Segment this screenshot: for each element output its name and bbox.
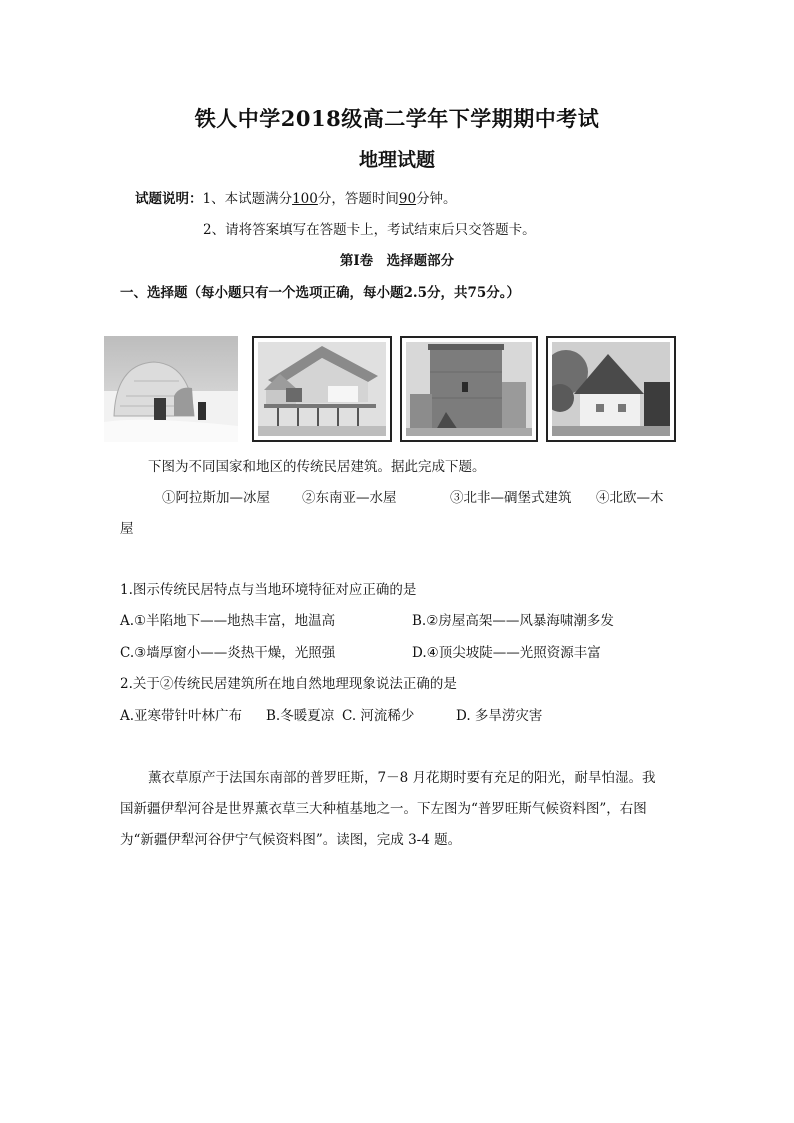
figure-intro: 下图为不同国家和地区的传统民居建筑。据此完成下题。 [148,459,486,475]
q1-option-a: A.①半陷地下——地热丰富，地温高 [120,613,336,629]
igloo-photo [104,336,238,442]
full-score: 100 [292,191,318,207]
q1-option-c: C.③墙厚窗小——炎热干燥，光照强 [120,645,336,661]
q1-option-d: D.④顶尖坡陡——光照资源丰富 [412,645,601,661]
caption-water-house: ②东南亚—水屋 [302,490,397,506]
section-heading: 一、选择题（每小题只有一个选项正确，每小题2.5分，共75分。） [120,285,521,301]
instructions-text-a: 1、本试题满分 [202,191,293,207]
q2-option-b: B.冬暖夏凉 [266,708,335,724]
exam-time: 90 [398,191,417,207]
caption-igloo: ①阿拉斯加—冰屋 [162,490,270,506]
instructions-text-c: 分钟。 [416,191,457,207]
water-house-photo [252,336,392,442]
caption-fortress: ③北非—碉堡式建筑 [450,490,572,506]
q1-option-b: B.②房屋高架——风暴海啸潮多发 [412,613,614,629]
q1-stem: 1.图示传统民居特点与当地环境特征对应正确的是 [120,582,417,598]
q2-option-c: C. 河流稀少 [342,708,415,724]
fortress-photo [400,336,538,442]
instructions-line-2: 2、请将答案填写在答题卡上，考试结束后只交答题卡。 [203,222,536,238]
instructions-text-b: 分，答题时间 [317,191,399,207]
caption-wooden-house: ④北欧—木 [596,490,664,506]
instructions-label: 试题说明： [135,191,203,207]
q2-option-d: D. 多旱涝灾害 [456,708,543,724]
exam-title: 铁人中学2018级高二学年下学期期中考试 [194,106,600,131]
instructions-line-1 [135,187,457,207]
passage-line-3: 为“新疆伊犁河谷伊宁气候资料图”。读图，完成 3-4 题。 [120,832,462,848]
exam-subtitle: 地理试题 [358,149,435,171]
volume-heading: 第Ⅰ卷 选择题部分 [339,253,455,269]
caption-wooden-house-wrap: 屋 [120,521,134,537]
wooden-house-photo [546,336,676,442]
passage-line-1: 薰衣草原产于法国东南部的普罗旺斯，7－8 月花期时要有充足的阳光，耐旱怕湿。我 [148,770,656,786]
q2-stem: 2.关于②传统民居建筑所在地自然地理现象说法正确的是 [120,676,457,692]
passage-line-2: 国新疆伊犁河谷是世界薰衣草三大种植基地之一。下左图为“普罗旺斯气候资料图”，右图 [120,801,647,817]
q2-option-a: A.亚寒带针叶林广布 [120,708,243,724]
